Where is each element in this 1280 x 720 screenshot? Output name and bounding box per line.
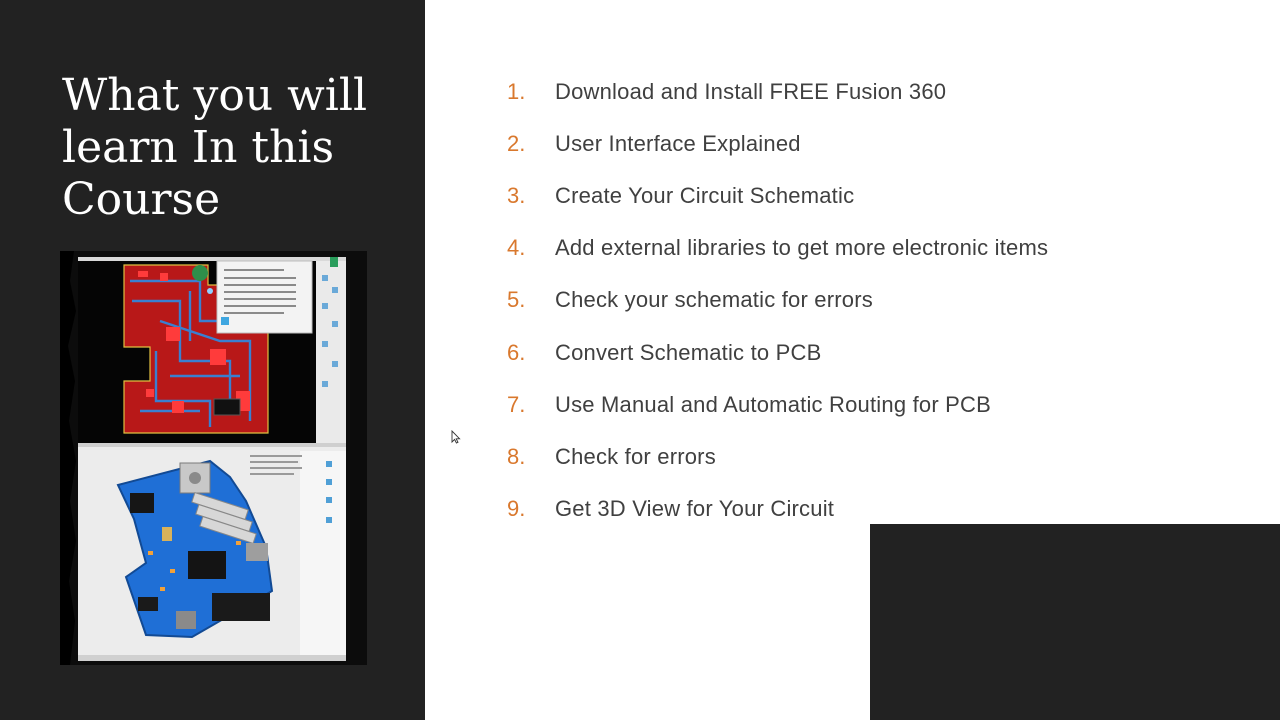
item-text: Convert Schematic to PCB: [555, 339, 822, 365]
item-text: User Interface Explained: [555, 131, 801, 157]
item-number: 7.: [507, 391, 526, 417]
item-text: Get 3D View for Your Circuit: [555, 495, 835, 521]
left-panel: [0, 0, 425, 720]
item-number: 1.: [507, 79, 526, 105]
list-item: [507, 222, 1048, 274]
slide-title: What you will learn In this Course: [62, 70, 368, 225]
item-text: Check your schematic for errors: [555, 287, 873, 313]
item-number: 8.: [507, 443, 526, 469]
list-item: [507, 379, 1048, 431]
item-text: Download and Install FREE Fusion 360: [555, 79, 947, 105]
item-number: 9.: [507, 495, 526, 521]
list-item: [507, 326, 1048, 378]
list-item: [507, 66, 1048, 118]
pcb-collage-graphic: [60, 251, 367, 665]
pcb-screenshot-image: [60, 251, 367, 665]
list-item: [507, 170, 1048, 222]
item-text: Create Your Circuit Schematic: [555, 183, 855, 209]
list-item: [507, 431, 1048, 483]
list-item: [507, 483, 1048, 535]
item-text: Check for errors: [555, 443, 716, 469]
decorative-corner-block: [870, 524, 1280, 720]
item-text: Add external libraries to get more electronic items: [555, 235, 1049, 261]
item-number: 4.: [507, 235, 526, 261]
item-text: Use Manual and Automatic Routing for PCB: [555, 391, 992, 417]
list-item: [507, 118, 1048, 170]
item-number: 3.: [507, 183, 526, 209]
item-number: 2.: [507, 131, 526, 157]
mouse-pointer-icon: [451, 430, 461, 444]
course-topics-list: [507, 66, 1048, 535]
item-number: 5.: [507, 287, 526, 313]
item-number: 6.: [507, 339, 526, 365]
list-item: [507, 274, 1048, 326]
